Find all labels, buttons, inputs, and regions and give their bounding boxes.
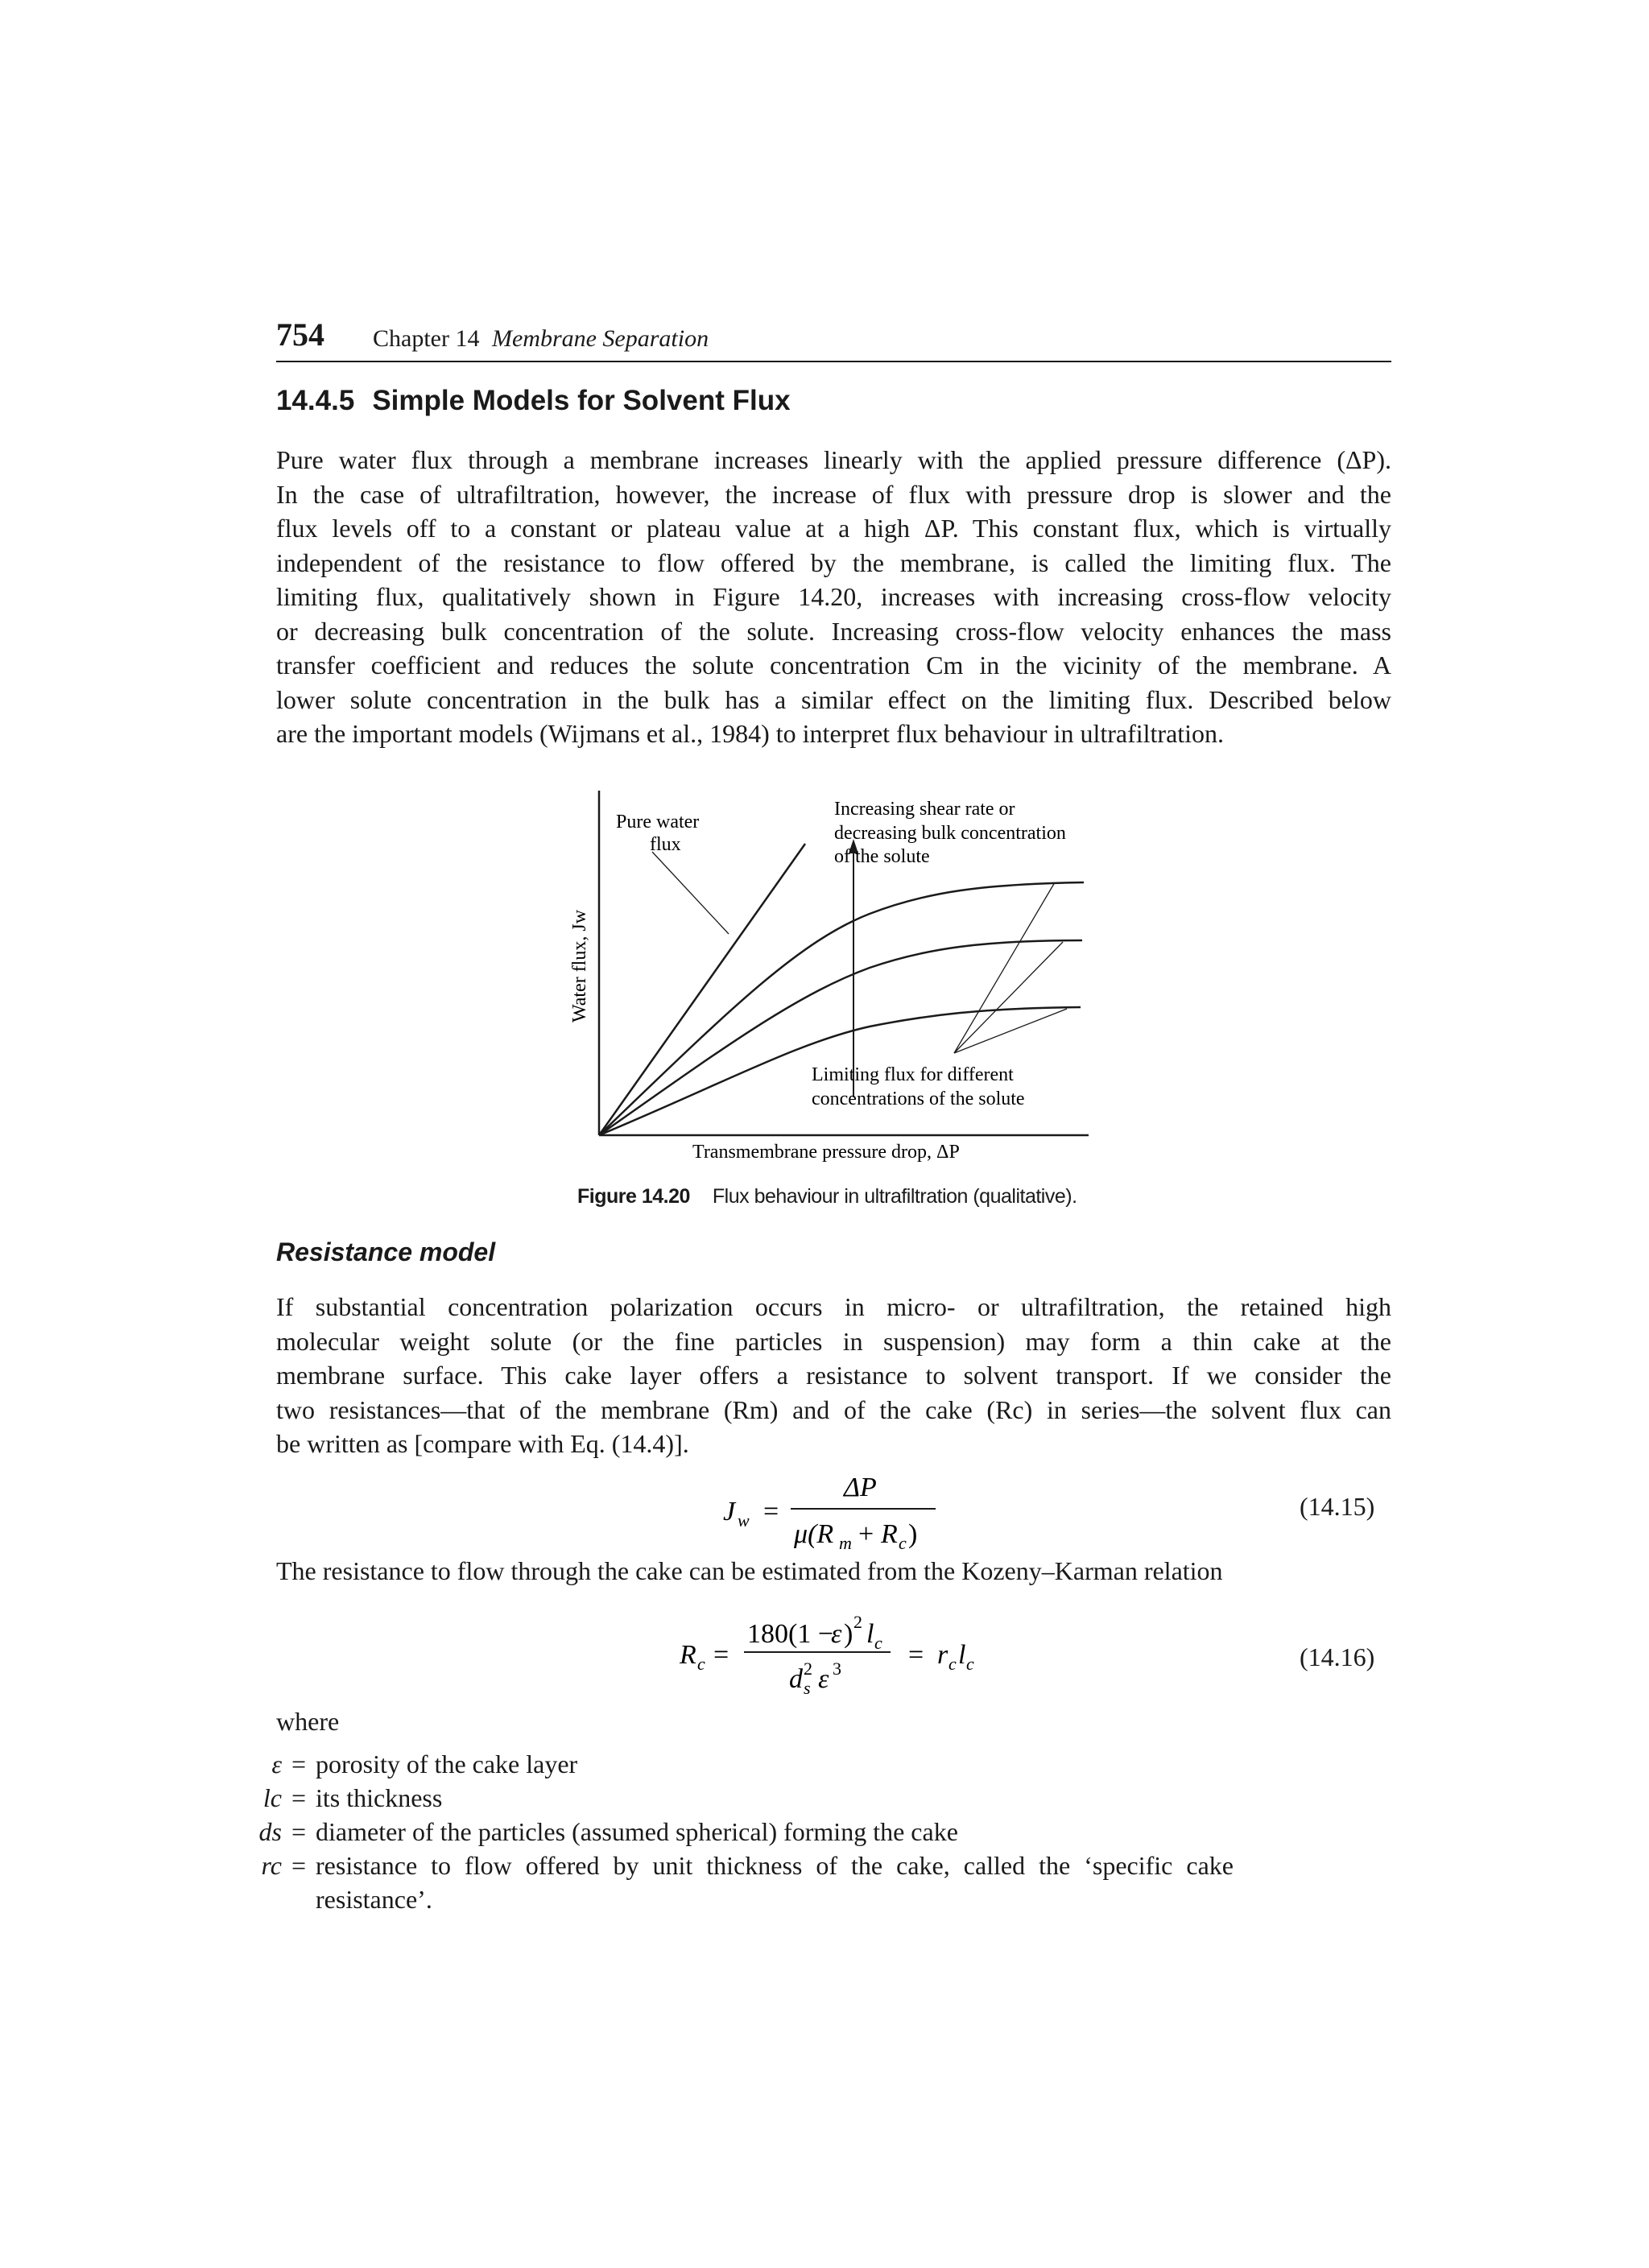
x-axis-label: Transmembrane pressure drop, ΔP xyxy=(692,1142,960,1163)
section-title-text: Simple Models for Solvent Flux xyxy=(372,385,791,416)
svg-text:c: c xyxy=(874,1633,882,1653)
text-line: flux levels off to a constant or plateau value at a high ΔP. This constant flux, which is virtually xyxy=(276,514,1391,543)
page-number: 754 xyxy=(276,316,324,353)
definition-row: ε = porosity of the cake layer xyxy=(219,1750,577,1779)
definition-symbol: ε xyxy=(271,1750,282,1778)
text-line: transfer coefficient and reduces the solute concentration Cm in the vicinity of the membrane. A xyxy=(276,651,1391,680)
svg-text:r: r xyxy=(937,1640,948,1670)
text-line: or decreasing bulk concentration of the solute. Increasing cross-flow velocity enhances the mass xyxy=(276,616,1391,646)
section-title xyxy=(276,385,791,417)
svg-text:ε: ε xyxy=(818,1664,829,1694)
text-line: independent of the resistance to flow offered by the membrane, is called the limiting flux. The xyxy=(276,547,1391,577)
limiting-flux-label: concentrations of the solute xyxy=(812,1089,1025,1109)
svg-text:c: c xyxy=(899,1533,907,1553)
definition-row: ds = diameter of the particles (assumed spherical) forming the cake xyxy=(219,1817,958,1847)
text-line: be written as [compare with Eq. (14.4)]. xyxy=(276,1429,689,1458)
equation-number: (14.16) xyxy=(1300,1642,1375,1671)
arrow-label: decreasing bulk concentration xyxy=(834,823,1066,844)
svg-text:c: c xyxy=(697,1654,705,1674)
svg-text:R: R xyxy=(881,1519,898,1549)
paragraph-resistance xyxy=(276,1290,1391,1461)
svg-text:c: c xyxy=(948,1654,957,1674)
svg-text:3: 3 xyxy=(833,1659,841,1679)
svg-text:w: w xyxy=(738,1510,750,1531)
svg-text:2: 2 xyxy=(804,1659,812,1679)
svg-text:=: = xyxy=(763,1497,779,1526)
text-line: In the case of ultrafiltration, however, the increase of flux with pressure drop is slower and the xyxy=(276,479,1391,509)
text-line: two resistances—that of the membrane (Rm) and of the cake (Rc) in series—the solvent flux can xyxy=(276,1394,1391,1424)
text-line: limiting flux, qualitatively shown in Figure 14.20, increases with increasing cross-flow velocity xyxy=(276,582,1391,611)
where-label: where xyxy=(276,1707,340,1736)
equation-14-16 xyxy=(673,1610,1011,1700)
svg-text:m: m xyxy=(839,1533,852,1553)
svg-text:l: l xyxy=(958,1640,966,1670)
arrow-label: Increasing shear rate or xyxy=(834,799,1015,820)
limiting-pointer xyxy=(954,942,1063,1053)
limiting-pointer xyxy=(954,882,1055,1053)
limiting-flux-label: Limiting flux for different xyxy=(812,1064,1014,1085)
definition-row: rc = resistance to flow offered by unit thickness of the cake, called the ‘specific cake xyxy=(219,1851,1391,1881)
svg-text:J: J xyxy=(723,1497,736,1526)
svg-text:s: s xyxy=(804,1678,811,1698)
definition-text: porosity of the cake layer xyxy=(316,1750,578,1778)
caption-number: Figure 14.20 xyxy=(577,1185,690,1208)
svg-text:+: + xyxy=(858,1519,874,1549)
text-line: Pure water flux through a membrane increases linearly with the applied pressure difference (ΔP). xyxy=(276,445,1391,474)
svg-text:d: d xyxy=(789,1664,803,1694)
subheading: Resistance model xyxy=(276,1237,496,1266)
pure-water-label: flux xyxy=(650,834,681,855)
equation-14-15 xyxy=(709,1467,966,1555)
limiting-pointer xyxy=(954,1009,1067,1053)
svg-text:ΔP: ΔP xyxy=(844,1473,877,1502)
definition-continuation: resistance’. xyxy=(316,1885,432,1914)
definition-text: resistance to flow offered by unit thickness of the cake, called the ‘specific cake xyxy=(316,1851,1234,1880)
definition-symbol: ds xyxy=(258,1817,282,1846)
caption-text: Flux behaviour in ultrafiltration (qualitative). xyxy=(712,1185,1077,1208)
pure-water-label: Pure water xyxy=(616,812,700,832)
svg-text:ε: ε xyxy=(831,1619,842,1649)
section-number: 14.4.5 xyxy=(276,385,355,416)
definition-row: lc = its thickness xyxy=(219,1783,442,1813)
arrow-label: of the solute xyxy=(834,846,930,867)
text-line: molecular weight solute (or the fine particles in suspension) may form a thin cake at the xyxy=(276,1326,1391,1356)
pure-water-flux-line xyxy=(599,844,805,1135)
definition-text: diameter of the particles (assumed spherical) forming the cake xyxy=(316,1817,958,1846)
pure-water-pointer xyxy=(652,852,729,934)
svg-text:): ) xyxy=(844,1619,853,1649)
text-line: lower solute concentration in the bulk has a similar effect on the limiting flux. Described below xyxy=(276,684,1391,714)
svg-text:=: = xyxy=(713,1640,729,1670)
svg-text:2: 2 xyxy=(853,1612,862,1632)
svg-text:180(1 −: 180(1 − xyxy=(747,1619,833,1649)
paragraph-intro xyxy=(276,443,1391,751)
svg-text:R: R xyxy=(680,1640,696,1670)
chapter-number: Chapter 14 xyxy=(373,325,480,352)
figure-caption xyxy=(577,1185,1077,1208)
text-line: are the important models (Wijmans et al., 1984) to interpret flux behaviour in ultrafiltration. xyxy=(276,719,1225,748)
text-line: The resistance to flow through the cake can be estimated from the Kozeny–Karman relation xyxy=(276,1556,1223,1585)
running-header xyxy=(276,316,1391,362)
text-line: If substantial concentration polarization occurs in micro- or ultrafiltration, the retained high xyxy=(276,1292,1391,1321)
y-axis-label: Water flux, Jw xyxy=(569,909,590,1022)
paragraph-kozeny xyxy=(276,1554,1391,1588)
flux-figure xyxy=(531,781,1111,1167)
equation-number: (14.15) xyxy=(1300,1492,1375,1521)
svg-text:l: l xyxy=(866,1619,874,1649)
svg-text:=: = xyxy=(908,1640,924,1670)
chapter-title: Membrane Separation xyxy=(491,325,709,352)
svg-text:c: c xyxy=(966,1654,974,1674)
definition-symbol: rc xyxy=(261,1851,282,1880)
definition-symbol: lc xyxy=(262,1783,282,1812)
chapter-label xyxy=(373,325,709,353)
text-line: membrane surface. This cake layer offers a resistance to solvent transport. If we consider the xyxy=(276,1361,1391,1390)
definition-text: its thickness xyxy=(316,1783,443,1812)
svg-text:μ(R: μ(R xyxy=(794,1519,834,1549)
svg-text:): ) xyxy=(908,1519,918,1549)
